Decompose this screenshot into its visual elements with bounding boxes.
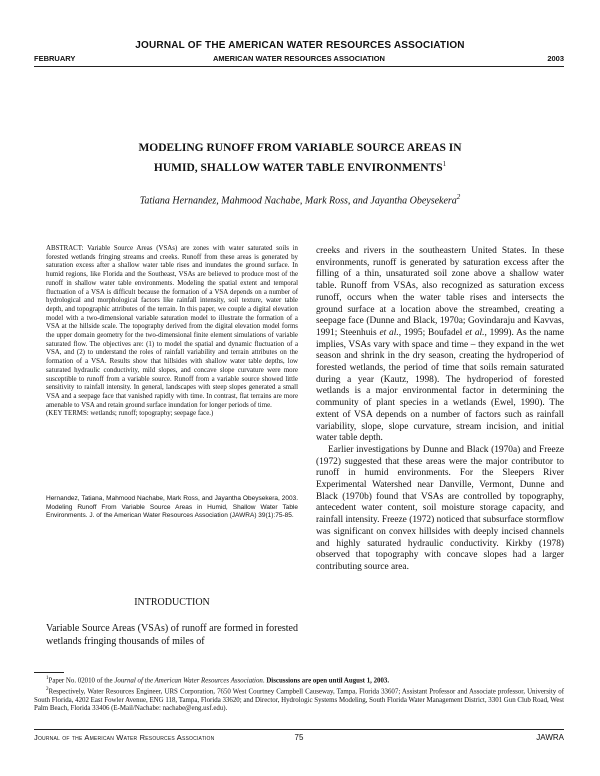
citation: Hernandez, Tatiana, Mahmood Nachabe, Mark Ross, and Jayantha Obeysekera, 2003. Modeling Runoff From Variable Source Areas in Humid, Shallow Water Table Environments. J. of the American Water Resources Association (JAWRA) 39(1):75-85. bbox=[46, 495, 298, 520]
paragraph-1: creeks and rivers in the southeastern United States. In these environments, runoff is generated by saturation excess after the filling of a thin, unsaturated soil zone above a shallow water table. Runoff from VSAs, also recognized as saturation excess runoff, occurs when the water table rises and intersects the ground surface at a location above the streambed, creating a seepage face (Dunne and Black, 1970a; Govindaraju and Kavvas, 1991; Steenhuis et al., 1995; Boufadel et al., 1999). As the name implies, VSAs vary with space and time – they expand in the wet season and shrink in the dry season, creating the hydroperiod of forested wetlands, the period of time that soils remain saturated during a year (Kautz, 1998). The hydroperiod of forested wetlands is a major environmental factor in determining the community of plant species in a wetlands (Ewel, 1990). The extent of VSA depends on a number of factors such as rainfall variability, slope, slope curvature, stream incision, and initial water table depth. bbox=[316, 246, 565, 444]
authors: Tatiana Hernandez, Mahmood Nachabe, Mark Ross, and Jayantha Obeysekera bbox=[139, 195, 457, 207]
title-line-2: HUMID, SHALLOW WATER TABLE ENVIRONMENTS bbox=[153, 161, 443, 174]
journal-title: JOURNAL OF THE AMERICAN WATER RESOURCES ASSOCIATION bbox=[135, 40, 465, 51]
paragraph-2: Earlier investigations by Dunne and Black (1970a) and Freeze (1972) suggested that these areas were the major contributor to runoff in humid environments. For the Sleepers River Experimental Watershed near Danville, Vermont, Dunne and Black (1970b) found that VSAs are controlled by topography, antecedent water content, soil moisture storage capacity, and rainfall intensity. Freeze (1972) noticed that subsurface stormflow was significant on convex hillsides with deeply incised channels and highly saturated hydraulic conductivity. Kirkby (1978) observed that topography with concave slopes had a larger contributing source area. bbox=[316, 444, 564, 572]
footer-divider bbox=[34, 729, 564, 730]
running-header bbox=[34, 54, 564, 66]
author-list bbox=[40, 193, 560, 206]
right-column bbox=[316, 246, 564, 574]
page-footer bbox=[34, 733, 564, 745]
page-number: 75 bbox=[294, 733, 304, 742]
introduction-text: Variable Source Areas (VSAs) of runoff are formed in forested wetlands fringing thousands of miles of bbox=[46, 623, 298, 647]
key-terms: (KEY TERMS: wetlands; runoff; topography; seepage face.) bbox=[46, 410, 214, 418]
footnote-1: $^1$Paper No. 02010 of the Journal of the American Water Resources Association. Discussions are open until August 1, 2003. bbox=[46, 676, 390, 685]
section-heading-introduction: INTRODUCTION bbox=[134, 597, 210, 608]
footnotes bbox=[34, 675, 564, 714]
title-line-1: MODELING RUNOFF FROM VARIABLE SOURCE AREAS IN bbox=[138, 142, 462, 154]
header-month: FEBRUARY bbox=[34, 54, 76, 63]
footer-journal: Journal of the American Water Resources Association bbox=[34, 733, 215, 742]
paper-title bbox=[60, 140, 540, 176]
footnote-2: $^2$Respectively, Water Resources Engineer, URS Corporation, 7650 West Courtney Campbell Causeway, Tampa, Florida 33607; Assistant Professor and Associate professor, University of South Florida, 4202 East Fowler Avenue, ENG 118, Tampa, Florida 33620; and Director, Hydrologic Systems Modeling, South Florida Water Management District, 3301 Gun Club Road, West Palm Beach, Florida 33406 (E-Mail/Nachabe: nachabe@eng.usf.edu). bbox=[34, 686, 564, 713]
abstract bbox=[46, 245, 298, 419]
title-footnote-mark: 1 bbox=[442, 160, 447, 168]
authors-footnote-mark: 2 bbox=[456, 193, 461, 201]
header-association: AMERICAN WATER RESOURCES ASSOCIATION bbox=[213, 54, 385, 63]
abstract-text: ABSTRACT: Variable Source Areas (VSAs) are zones with water saturated soils in forested wetlands fringing streams and creeks. Runoff from these areas is generated by saturation excess after a shallow water table rises and inundates the ground surface. In humid regions, like Florida and the Southeast, VSAs are believed to produce most of the runoff in shallow water table environments. Modeling the spatial extent and temporal fluctuation of a VSA is difficult because the formation of a VSA depends on a number of hydrological and morphological factors like rainfall intensity, soil texture, water table depth, and topographic attributes of the terrain. In this paper, we couple a digital elevation model with a two-dimensional variable saturation model to illustrate the formation of a VSA at the hillside scale. The topography derived from the digital elevation model forms the upper domain geometry for the two-dimensional finite element simulations of variable saturated flow. The objectives are: (1) to model the spatial and dynamic fluctuation of a VSA, and (2) to understand the roles of rainfall variability and terrain attributes on the formation of a VSA. Results show that hillsides with shallow water table depths, low saturated hydraulic conductivity, mild slopes, and concave slope curvature were more susceptible to runoff from a variable source. Runoff from a variable source showed little sensitivity to rainfall intensity. In general, landscapes with steep slopes generated a small VSA and a seepage face that vanished rapidly with time. In contrast, flat terrains are more amenable to VSA and retain ground surface inundation for longer periods of time. bbox=[46, 245, 298, 409]
header-divider bbox=[34, 66, 564, 67]
header-year: 2003 bbox=[547, 54, 564, 63]
footnote-divider bbox=[34, 672, 64, 673]
footer-abbrev: JAWRA bbox=[536, 733, 564, 742]
